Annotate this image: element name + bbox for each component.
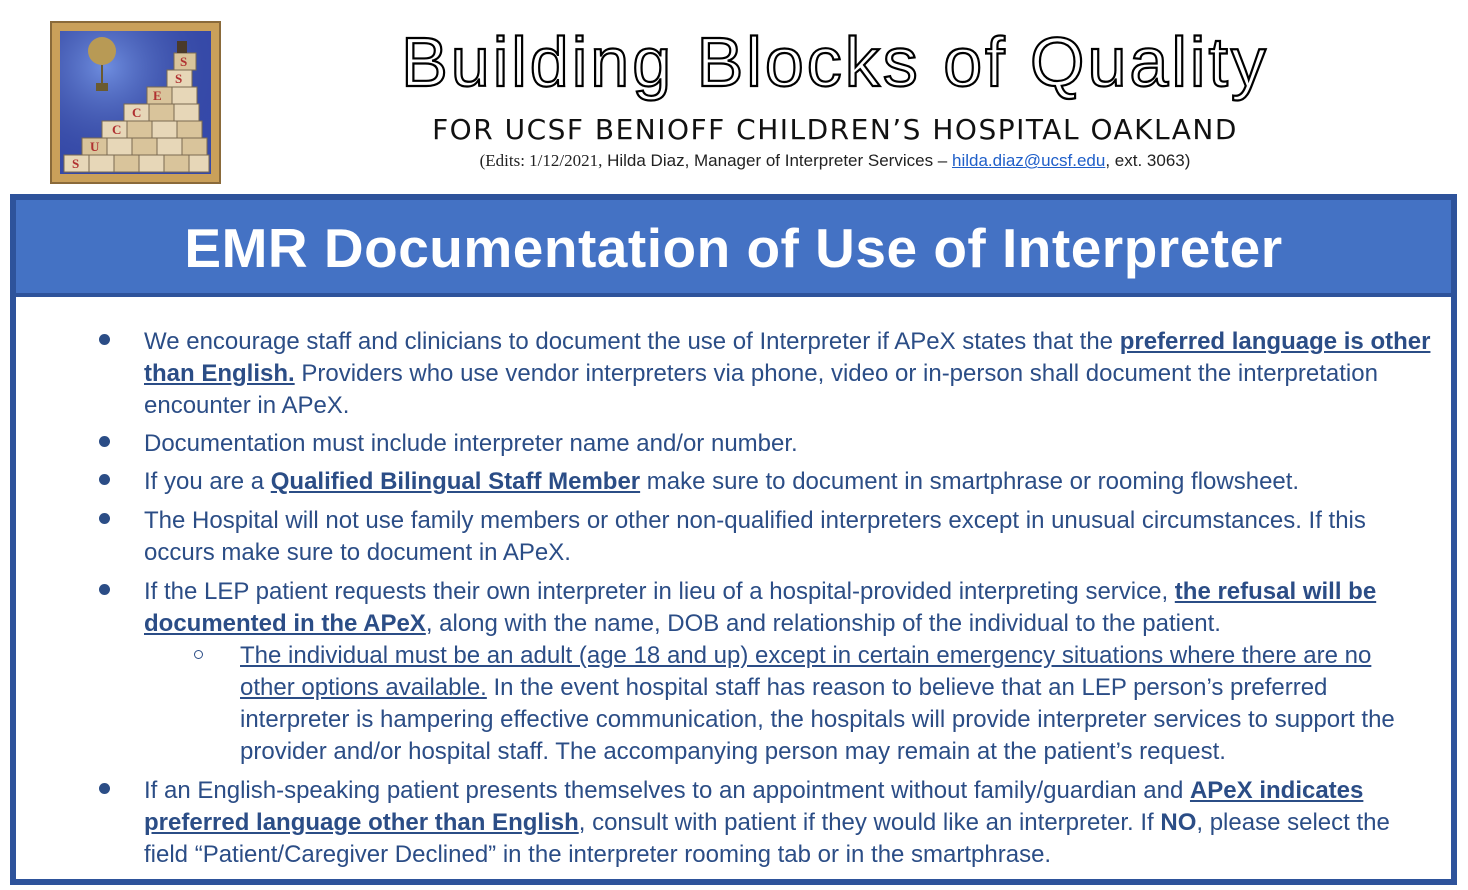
edit-note (300, 151, 1370, 171)
svg-text:E: E (153, 88, 162, 103)
sub-list-item: The individual must be an adult (age 18 and up) except in certain emergency situations where there are no other options available. In the event hospital staff has reason to believe that an LEP person’s preferred interpreter is hampering effective communication, the hospitals will provide interpreter services to support the provider and/or hospital staff. The accompanying person may remain at the patient’s request. (240, 640, 1430, 768)
bullet-icon (99, 783, 110, 794)
inline-link[interactable]: APeX indicates preferred language other than English (144, 777, 1364, 836)
inline-link[interactable]: the refusal will be documented in the APeX (144, 578, 1377, 637)
bullet-icon (99, 436, 110, 447)
bullet-icon (99, 474, 110, 485)
edit-author: Hilda Diaz, Manager of Interpreter Services – (602, 151, 952, 170)
edit-extension: , ext. 3063) (1105, 151, 1191, 170)
circle-bullet-icon (194, 650, 203, 659)
email-link[interactable]: hilda.diaz@ucsf.edu (951, 151, 1106, 170)
svg-text:S: S (72, 156, 80, 171)
bullet-icon (99, 334, 110, 345)
blocks-logo (50, 21, 221, 184)
bullet-list (16, 297, 1451, 879)
document-title (300, 20, 1370, 110)
subtitle: FOR UCSF BENIOFF CHILDREN’S HOSPITAL OAKLAND (432, 113, 1238, 146)
bullet-icon (99, 513, 110, 524)
svg-text:S: S (175, 71, 183, 86)
bullet-icon (99, 584, 110, 595)
content-panel (10, 194, 1457, 885)
inline-link[interactable]: preferred language is other than English. (144, 328, 1431, 387)
svg-text:S: S (180, 54, 188, 69)
title-banner (16, 200, 1451, 297)
list-item: We encourage staff and clinicians to document the use of Interpreter if APeX states that the preferred language is other than English. Providers who use vendor interpreters via phone, video or in-person shall document the interpretation encounter in APeX. (144, 326, 1439, 422)
list-item: If an English-speaking patient presents themselves to an appointment without family/guardian and APeX indicates preferred language other than English, consult with patient if they would like an interpreter. If NO, please select the field “Patient/Caregiver Declined” in the interpreter rooming tab or in the smartphrase. (144, 775, 1439, 871)
list-item: If you are a Qualified Bilingual Staff Member make sure to document in smartphrase or rooming flowsheet. (144, 466, 1439, 498)
title-text: Building Blocks of Quality (401, 23, 1269, 101)
list-item: If the LEP patient requests their own interpreter in lieu of a hospital-provided interpreting service, the refusal will be documented in the APeX, along with the name, DOB and relationship of the individual to the patient. (144, 576, 1439, 640)
list-item: Documentation must include interpreter name and/or number. (144, 428, 1439, 460)
edit-date: (Edits: 1/12/2021, (479, 151, 603, 170)
svg-text:C: C (112, 122, 122, 137)
banner-title: EMR Documentation of Use of Interpreter (184, 217, 1283, 279)
inline-link[interactable]: Qualified Bilingual Staff Member (270, 468, 641, 495)
svg-text:U: U (90, 139, 100, 154)
list-item: The Hospital will not use family members or other non-qualified interpreters except in unusual circumstances. If this occurs make sure to document in APeX. (144, 505, 1439, 569)
svg-text:C: C (132, 105, 142, 120)
